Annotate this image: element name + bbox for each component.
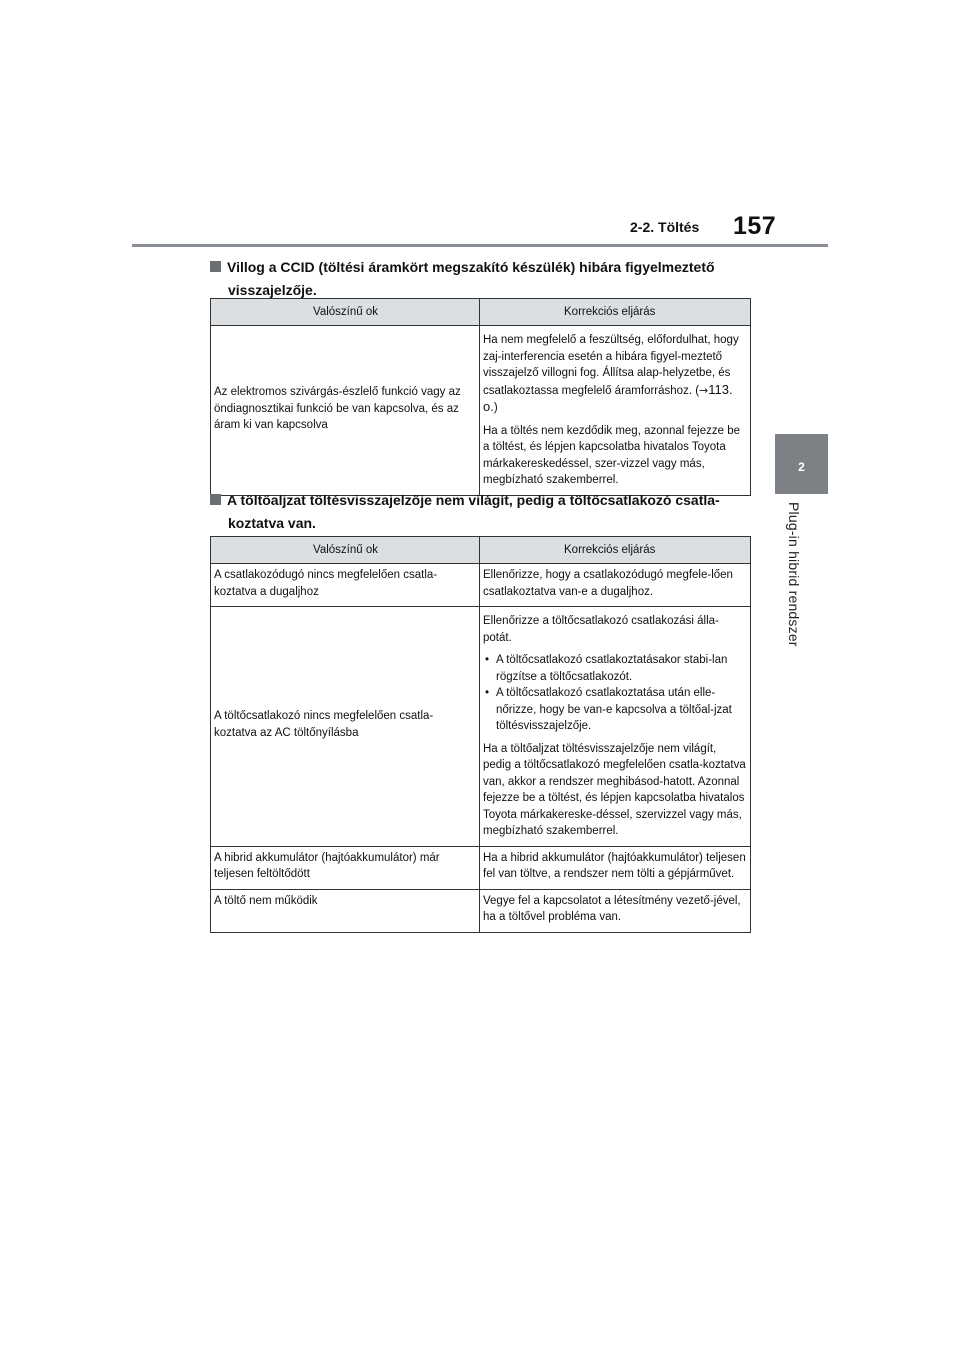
heading-line: Villog a CCID (töltési áramkört megszakító készülék) hibára figyelmeztető bbox=[227, 259, 715, 275]
bullet-icon: • bbox=[485, 687, 490, 699]
column-header-cause: Valószínű ok bbox=[211, 537, 480, 564]
chapter-label: Plug-in hibrid rendszer bbox=[786, 502, 802, 647]
table-row bbox=[211, 846, 751, 889]
heading-line: visszajelzője. bbox=[228, 282, 317, 298]
column-header-cause: Valószínű ok bbox=[211, 299, 480, 326]
list-item-text: A töltőcsatlakozó csatlakoztatásakor stabi-lan rögzítse a töltőcsatlakozót. bbox=[496, 654, 728, 683]
bullet-list bbox=[483, 652, 747, 735]
section-title: 2-2. Töltés bbox=[630, 219, 700, 235]
header-rule bbox=[132, 244, 828, 247]
list-item bbox=[483, 685, 747, 735]
heading-line: koztatva van. bbox=[228, 515, 316, 531]
page-number: 157 bbox=[733, 212, 777, 240]
table-header-row bbox=[211, 299, 751, 326]
chapter-number: 2 bbox=[798, 460, 805, 474]
fix-cell bbox=[480, 326, 751, 496]
list-item bbox=[483, 652, 747, 685]
fix-paragraph: Ha a töltőaljzat töltésvisszajelzője nem világít, pedig a töltőcsatlakozó megfelelően csatla-koztatva van, akkor a rendszer meghibásod-hatott. Azonnal fejezze be a töltést, és lépjen kapcsolatba hivatalos Toyota márkakereske-déssel, szervizzel vagy más, megbízható szakemberrel. bbox=[483, 742, 746, 837]
arrow-right-icon: → bbox=[699, 383, 709, 397]
fix-paragraph: Ha a töltés nem kezdődik meg, azonnal fejezze be a töltést, és lépjen kapcsolatba hivatalos Toyota márkakereskedéssel, szer-vizzel vagy más, megbízható szakemberrel. bbox=[483, 424, 740, 486]
cause-cell: Az elektromos szivárgás-észlelő funkció vagy az öndiagnosztikai funkció be van kapcsolva, és az áram ki van kapcsolva bbox=[211, 326, 480, 496]
column-header-fix: Korrekciós eljárás bbox=[480, 299, 751, 326]
ccid-table bbox=[210, 298, 751, 496]
cause-cell: A csatlakozódugó nincs megfelelően csatla-koztatva a dugaljhoz bbox=[211, 564, 480, 607]
fix-cell: Ha a hibrid akkumulátor (hajtóakkumulátor) teljesen fel van töltve, a rendszer nem tölti a gépjárművet. bbox=[480, 846, 751, 889]
table-header-row bbox=[211, 537, 751, 564]
section-heading-ccid bbox=[210, 256, 755, 302]
fix-text: ) bbox=[493, 402, 498, 414]
table-row bbox=[211, 607, 751, 847]
square-bullet-icon bbox=[210, 494, 221, 505]
bullet-icon: • bbox=[485, 654, 490, 666]
table-row bbox=[211, 564, 751, 607]
page-reference-link[interactable]: 113. o. bbox=[483, 381, 733, 414]
list-item-text: A töltőcsatlakozó csatlakoztatása után elle-nőrizze, hogy be van-e kapcsolva a töltőal-jzat töltésvisszajelzője. bbox=[496, 687, 732, 732]
heading-line: A töltőaljzat töltésvisszajelzője nem világít, pedig a töltőcsatlakozó csatla- bbox=[227, 492, 720, 508]
fix-text: Ha nem megfelelő a feszültség, előfordulhat, hogy zaj-interferencia esetén a hibára figyel-meztető visszajelző villogni fog. Állítsa alap-helyzetbe, és csatlakoztassa megfelelő áramforráshoz. ( bbox=[483, 334, 739, 397]
cause-cell: A töltőcsatlakozó nincs megfelelően csatla-koztatva az AC töltőnyílásba bbox=[211, 607, 480, 847]
table-row bbox=[211, 889, 751, 932]
fix-paragraph: Ellenőrizze a töltőcsatlakozó csatlakozási álla-potát. bbox=[483, 615, 719, 644]
cause-cell: A hibrid akkumulátor (hajtóakkumulátor) már teljesen feltöltődött bbox=[211, 846, 480, 889]
fix-cell: Vegye fel a kapcsolatot a létesítmény vezető-jével, ha a töltővel probléma van. bbox=[480, 889, 751, 932]
square-bullet-icon bbox=[210, 261, 221, 272]
table-row bbox=[211, 326, 751, 496]
section-heading-indicator bbox=[210, 489, 755, 535]
cause-cell: A töltő nem működik bbox=[211, 889, 480, 932]
fix-paragraph bbox=[483, 332, 747, 417]
column-header-fix: Korrekciós eljárás bbox=[480, 537, 751, 564]
fix-cell bbox=[480, 607, 751, 847]
chapter-tab bbox=[775, 434, 828, 494]
fix-cell: Ellenőrizze, hogy a csatlakozódugó megfele-lően csatlakoztatva van-e a dugaljhoz. bbox=[480, 564, 751, 607]
indicator-table bbox=[210, 536, 751, 933]
